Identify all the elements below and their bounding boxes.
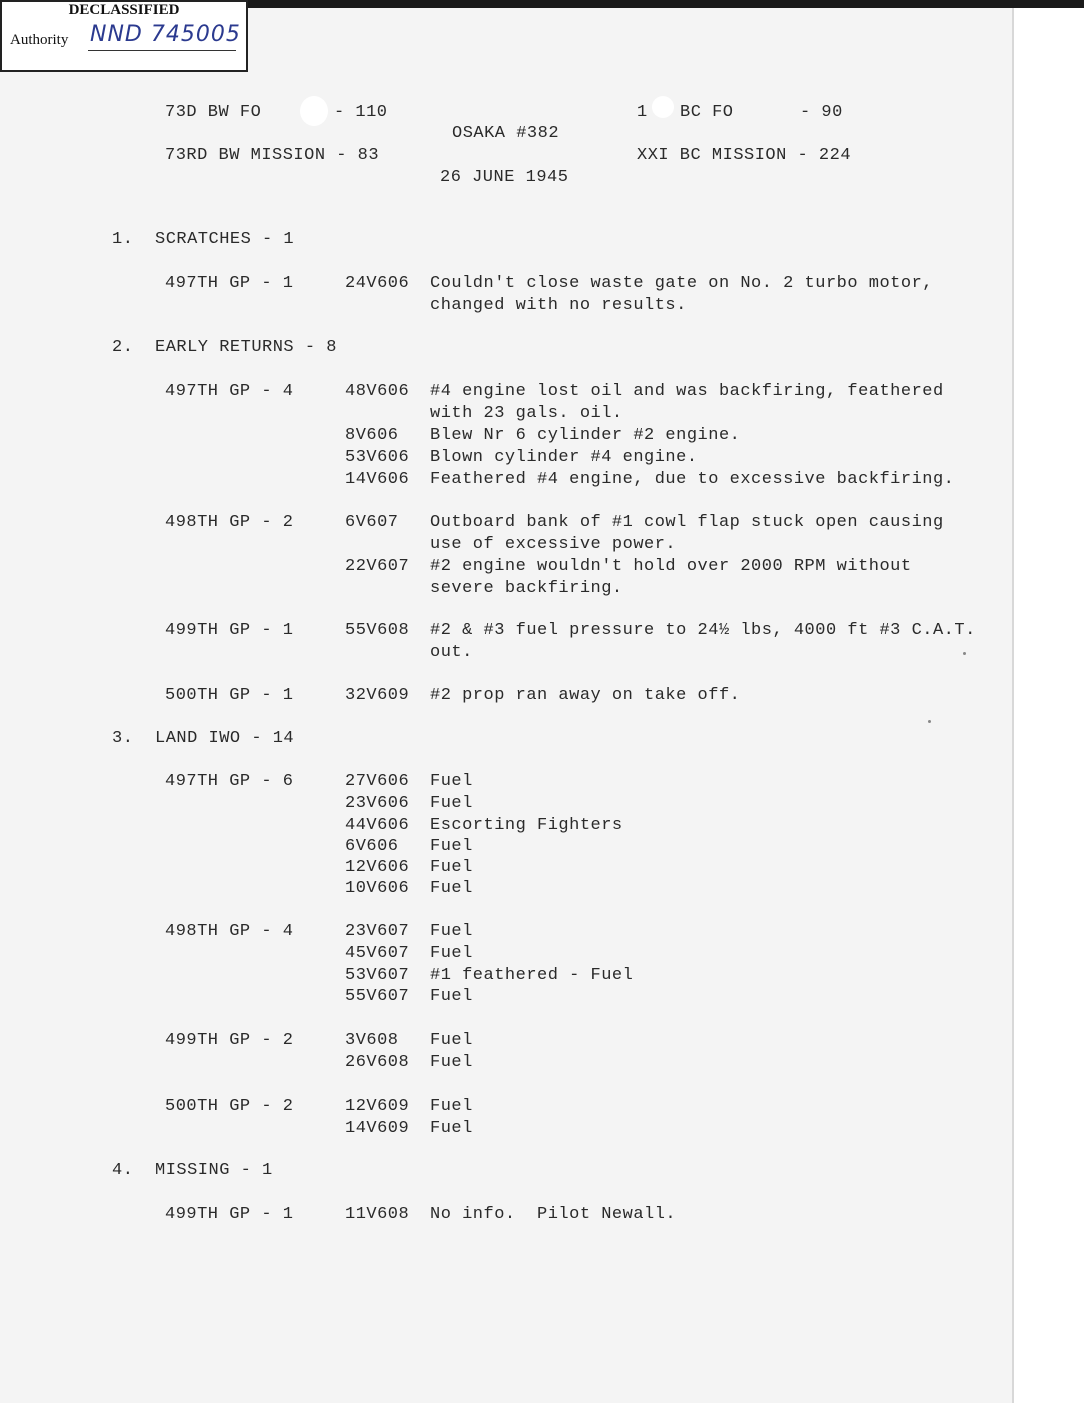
- aircraft-number: 6V607: [345, 513, 399, 532]
- aircraft-number: 55V608: [345, 621, 410, 640]
- remark-line: out.: [430, 643, 473, 662]
- remark-line: changed with no results.: [430, 296, 687, 315]
- group-label: 500TH GP - 2: [165, 1097, 294, 1116]
- remark-line: Blown cylinder #4 engine.: [430, 448, 698, 467]
- group-label: 500TH GP - 1: [165, 686, 294, 705]
- remark-line: #1 feathered - Fuel: [430, 966, 634, 985]
- aircraft-number: 45V607: [345, 944, 410, 963]
- header-target: OSAKA #382: [452, 124, 560, 143]
- aircraft-number: 32V609: [345, 686, 410, 705]
- aircraft-number: 44V606: [345, 816, 410, 835]
- aircraft-number: 23V607: [345, 922, 410, 941]
- remark-line: severe backfiring.: [430, 579, 623, 598]
- aircraft-number: 6V606: [345, 837, 399, 856]
- remark-line: Blew Nr 6 cylinder #2 engine.: [430, 426, 741, 445]
- section-number: 4.: [112, 1161, 134, 1180]
- header-fo-right: BC FO: [680, 103, 734, 122]
- remark-line: Fuel: [430, 772, 473, 791]
- header-mission-right: XXI BC MISSION - 224: [637, 146, 852, 165]
- stamp-declassified: DECLASSIFIED: [68, 2, 180, 18]
- aircraft-number: 12V609: [345, 1097, 410, 1116]
- section-title: EARLY RETURNS - 8: [155, 338, 337, 357]
- remark-line: #2 & #3 fuel pressure to 24½ lbs, 4000 ft #3 C.A.T.: [430, 621, 976, 640]
- remark-line: Fuel: [430, 987, 473, 1006]
- aircraft-number: 14V606: [345, 470, 410, 489]
- header-date: 26 JUNE 1945: [440, 168, 569, 187]
- remark-line: Feathered #4 engine, due to excessive backfiring.: [430, 470, 955, 489]
- group-label: 498TH GP - 2: [165, 513, 294, 532]
- aircraft-number: 8V606: [345, 426, 399, 445]
- aircraft-number: 24V606: [345, 274, 410, 293]
- group-label: 497TH GP - 6: [165, 772, 294, 791]
- section-title: MISSING - 1: [155, 1161, 273, 1180]
- group-label: 499TH GP - 1: [165, 621, 294, 640]
- stamp-authority-number: NND 745005: [90, 22, 241, 47]
- section-number: 1.: [112, 230, 134, 249]
- aircraft-number: 11V608: [345, 1205, 410, 1224]
- remark-line: Fuel: [430, 1031, 473, 1050]
- section-number: 2.: [112, 338, 134, 357]
- group-label: 499TH GP - 1: [165, 1205, 294, 1224]
- section-number: 3.: [112, 729, 134, 748]
- remark-line: Fuel: [430, 1119, 473, 1138]
- remark-line: Couldn't close waste gate on No. 2 turbo motor,: [430, 274, 933, 293]
- remark-line: Outboard bank of #1 cowl flap stuck open causing: [430, 513, 944, 532]
- paper-right-edge: [1012, 8, 1014, 1403]
- stamp-authority-label: Authority: [10, 32, 69, 48]
- group-label: 497TH GP - 4: [165, 382, 294, 401]
- remark-line: with 23 gals. oil.: [430, 404, 623, 423]
- paper-speck: [963, 652, 966, 655]
- aircraft-number: 12V606: [345, 858, 410, 877]
- remark-line: Fuel: [430, 944, 473, 963]
- remark-line: #4 engine lost oil and was backfiring, feathered: [430, 382, 944, 401]
- aircraft-number: 27V606: [345, 772, 410, 791]
- header-fo-right-prefix: 1: [637, 103, 648, 122]
- aircraft-number: 3V608: [345, 1031, 399, 1050]
- aircraft-number: 48V606: [345, 382, 410, 401]
- aircraft-number: 22V607: [345, 557, 410, 576]
- header-fo-right-number: - 90: [800, 103, 843, 122]
- remark-line: Escorting Fighters: [430, 816, 623, 835]
- remark-line: Fuel: [430, 1053, 473, 1072]
- section-title: LAND IWO - 14: [155, 729, 295, 748]
- aircraft-number: 26V608: [345, 1053, 410, 1072]
- header-fo-left: 73D BW FO: [165, 103, 262, 122]
- punch-hole-left: [300, 96, 328, 126]
- remark-line: #2 prop ran away on take off.: [430, 686, 741, 705]
- remark-line: Fuel: [430, 922, 473, 941]
- remark-line: Fuel: [430, 1097, 473, 1116]
- remark-line: use of excessive power.: [430, 535, 677, 554]
- aircraft-number: 23V606: [345, 794, 410, 813]
- aircraft-number: 10V606: [345, 879, 410, 898]
- remark-line: No info. Pilot Newall.: [430, 1205, 677, 1224]
- stamp-underline: [88, 50, 236, 51]
- remark-line: Fuel: [430, 879, 473, 898]
- aircraft-number: 53V607: [345, 966, 410, 985]
- paper-speck: [928, 720, 931, 723]
- aircraft-number: 55V607: [345, 987, 410, 1006]
- remark-line: #2 engine wouldn't hold over 2000 RPM without: [430, 557, 912, 576]
- declassified-stamp: [0, 0, 248, 72]
- punch-hole-right: [652, 96, 674, 118]
- group-label: 499TH GP - 2: [165, 1031, 294, 1050]
- group-label: 497TH GP - 1: [165, 274, 294, 293]
- header-fo-left-number: - 110: [334, 103, 388, 122]
- group-label: 498TH GP - 4: [165, 922, 294, 941]
- remark-line: Fuel: [430, 794, 473, 813]
- remark-line: Fuel: [430, 858, 473, 877]
- header-mission-left: 73RD BW MISSION - 83: [165, 146, 380, 165]
- section-title: SCRATCHES - 1: [155, 230, 295, 249]
- remark-line: Fuel: [430, 837, 473, 856]
- aircraft-number: 14V609: [345, 1119, 410, 1138]
- aircraft-number: 53V606: [345, 448, 410, 467]
